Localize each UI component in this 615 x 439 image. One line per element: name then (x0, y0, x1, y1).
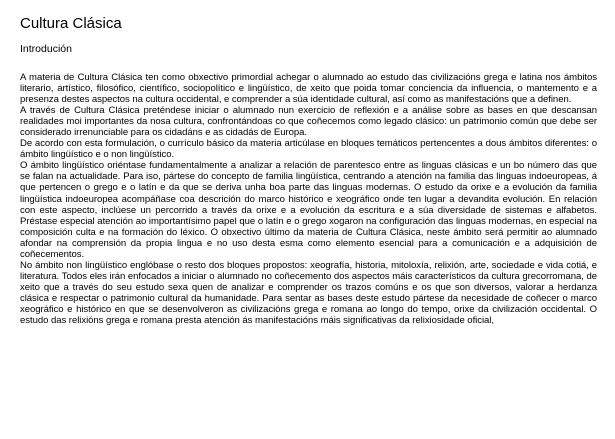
paragraph-2: A través de Cultura Clásica preténdese iniciar o alumnado nun exercicio de reflexión e a análise sobre as bases en que descansan realidades moi importantes da nosa cultura, confrontándoas co que coñecemos como legado clásico: un patrimonio común que debe ser considerado irrenunciable para os cidadáns e as cidadás de Europa. (20, 105, 597, 139)
document-title: Cultura Clásica (20, 15, 122, 32)
paragraph-3: De acordo con esta formulación, o currículo básico da materia articúlase en bloques temáticos pertencentes a dous ámbitos diferentes: o ámbito lingüístico e o non lingüístico. (20, 138, 597, 161)
paragraph-1: A materia de Cultura Clásica ten como obxectivo primordial achegar o alumnado ao estudo das civilizacións grega e latina nos ámbitos literario, artístico, filosófico, científico, sociopolítico e lingüístico, de xeito que poida tomar conciencia da influencia, o mantemento e a presenza destes aspectos na cultura occidental, e comprender a súa identidade cultural, así como as manifestacións que a definen. (20, 72, 597, 106)
paragraph-4: O ámbito lingüístico oriéntase fundamentalmente a analizar a relación de parentesco entre as linguas clásicas e un bo número das que se falan na actualidade. Para iso, pártese do concepto de familia lingüística, centrando a atención na familia das linguas indoeuropeas, á que pertencen o grego e o latín e da que se deriva unha boa parte das linguas modernas. O estudo da orixe e a evolución da familia lingüística indoeuropea acompáñase coa descrición do marco histórico e xeográfico onde ten lugar a devandita evolución. En relación con este aspecto, inclúese un percorrido a través da orixe e a evolución da escritura e a súa diversidade de sistemas e alfabetos. Préstase especial atención ao importantísimo papel que o latín e o grego xogaron na configuración das linguas modernas, en especial na composición culta e na formación do léxico. O obxectivo último da materia de Cultura Clásica, neste ámbito será permitir ao alumnado afondar na comprensión da propia lingua e no uso desta esma como elemento esencial para a comunicación e a adquisición de coñecementos. (20, 160, 597, 260)
section-title: Introdución (20, 43, 72, 55)
paragraph-5: No ámbito non lingüístico englóbase o resto dos bloques propostos: xeografía, historia, mitoloxía, relixión, arte, sociedade e vida cotiá, e literatura. Todos eles irán enfocados a iniciar o alumnado no coñecemento dos aspectos máis característicos da cultura grecorromana, de xeito que a través do seu estudo sexa quen de analizar e comprender os trazos comúns e os que son diversos, valorar a herdanza clásica e respectar o patrimonio cultural da humanidade. Para sentar as bases deste estudo pártese da necesidade de coñecer o marco xeográfico e histórico en que se desenvolveron as civilizacións grega e romana ao longo do tempo, orixe da civilización occidental. O estudo das relixións grega e romana presta atención ás manifestacións máis significativas da relixiosidade oficial, (20, 259, 597, 327)
